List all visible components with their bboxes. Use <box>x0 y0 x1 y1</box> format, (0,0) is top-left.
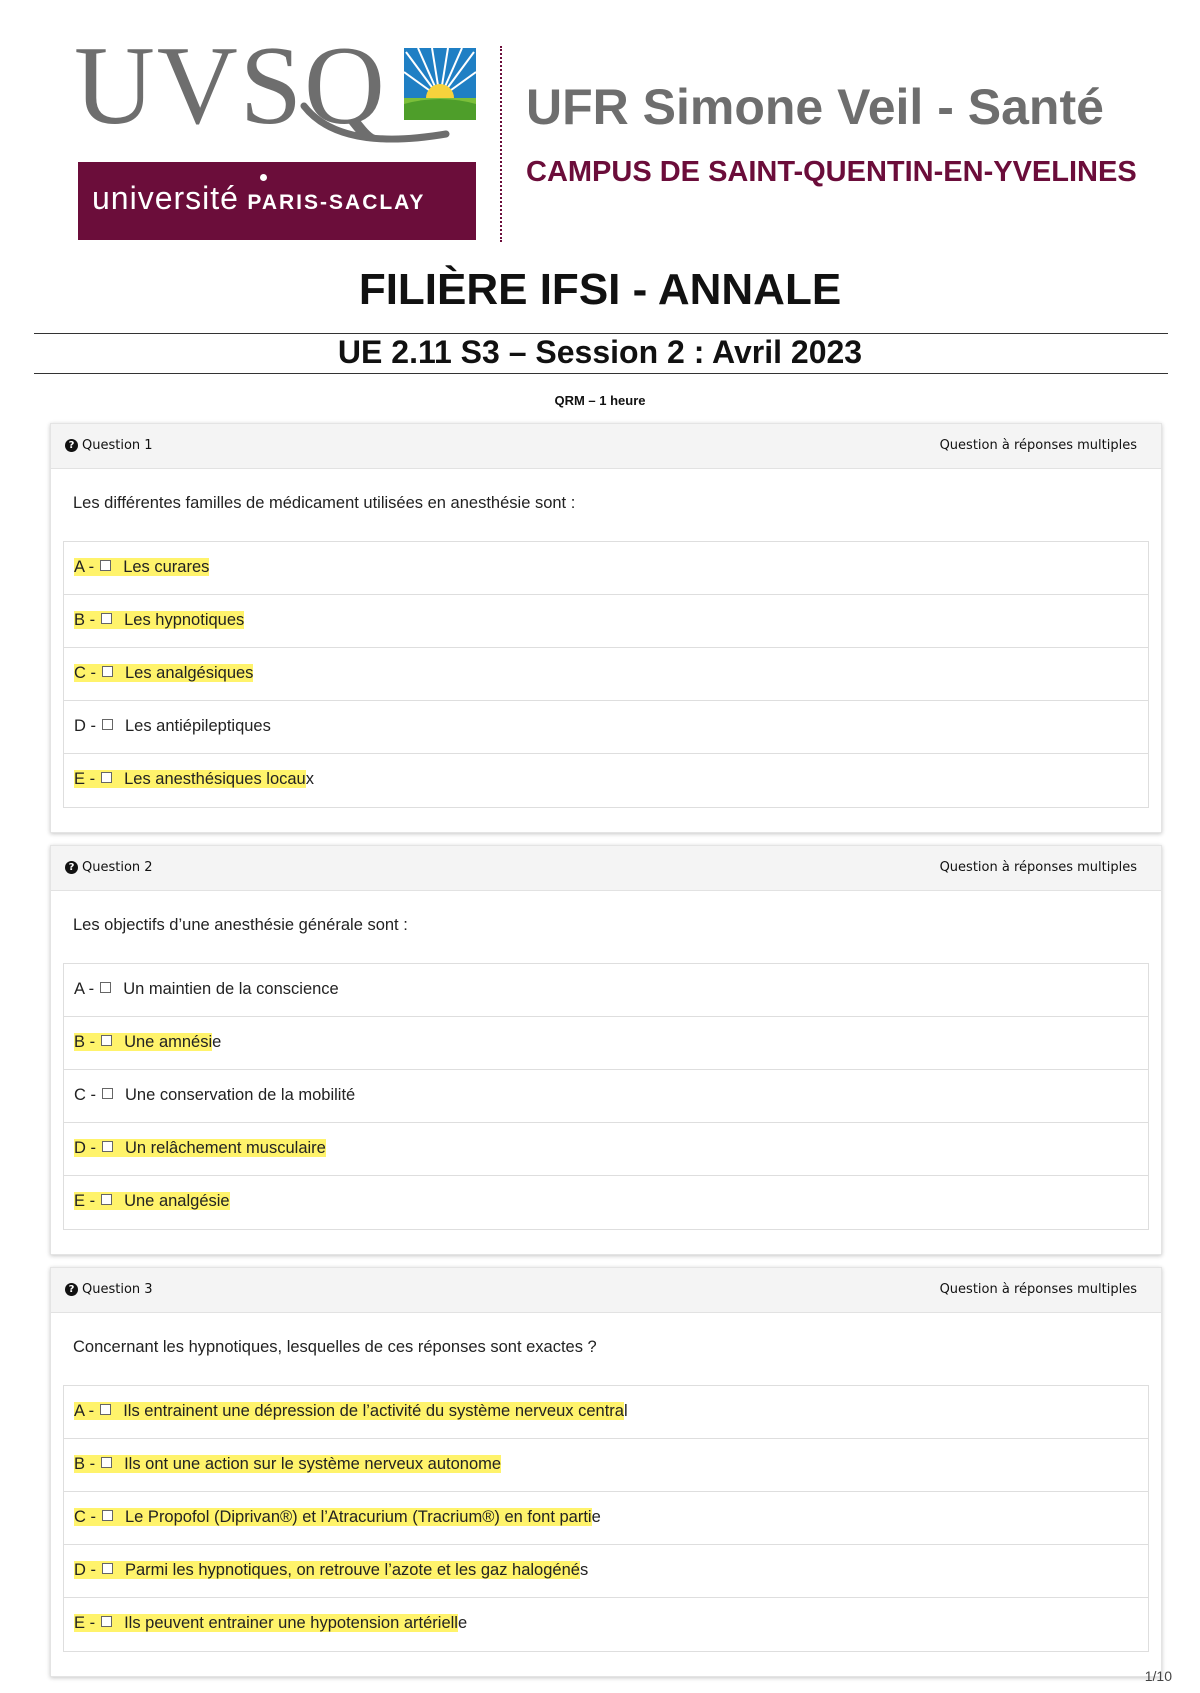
answer-option-c[interactable] <box>64 1492 1148 1545</box>
answer-option-e[interactable] <box>64 1176 1148 1229</box>
answer-list <box>63 541 1149 808</box>
answer-checkbox[interactable] <box>101 613 112 624</box>
question-number: Question 3 <box>82 1282 153 1297</box>
answer-checkbox[interactable] <box>101 1616 112 1627</box>
question-header <box>51 846 1161 891</box>
question-number: Question 2 <box>82 860 153 875</box>
answer-list <box>63 963 1149 1230</box>
answer-label: E - <box>74 1192 96 1210</box>
answer-label: E - <box>74 770 96 788</box>
question-text: Concernant les hypnotiques, lesquelles de ces réponses sont exactes ? <box>73 1338 597 1356</box>
page-title: FILIÈRE IFSI - ANNALE <box>358 265 842 314</box>
answer-option-d[interactable] <box>64 1123 1148 1176</box>
question-number: Question 1 <box>82 438 153 453</box>
question-panel <box>50 845 1162 1255</box>
header-divider <box>500 46 502 242</box>
question-header <box>51 424 1161 469</box>
answer-label: B - <box>74 1033 96 1051</box>
answer-text: Une conservation de la mobilité <box>125 1086 356 1104</box>
answer-label: D - <box>74 1561 96 1579</box>
answer-checkbox[interactable] <box>102 1563 113 1574</box>
question-type: Question à réponses multiples <box>939 438 1137 453</box>
answer-option-c[interactable] <box>64 648 1148 701</box>
question-panel <box>50 1267 1162 1677</box>
answer-text-highlighted: Les curares <box>123 558 210 576</box>
answer-text-highlighted: Une analgésie <box>124 1192 230 1210</box>
partner-univ-word: université <box>92 180 239 216</box>
answer-option-d[interactable] <box>64 701 1148 754</box>
answer-text-highlighted: Ils peuvent entrainer une hypotension artériell <box>124 1614 458 1632</box>
answer-text: e <box>457 1614 468 1632</box>
answer-option-a[interactable] <box>64 964 1148 1017</box>
question-type: Question à réponses multiples <box>939 860 1137 875</box>
campus-name: CAMPUS DE SAINT-QUENTIN-EN-YVELINES <box>526 156 1137 188</box>
answer-checkbox[interactable] <box>101 1457 112 1468</box>
answer-text-highlighted: Une amnési <box>124 1033 213 1051</box>
answer-text: Un maintien de la conscience <box>123 980 339 998</box>
answer-label: A - <box>74 980 95 998</box>
answer-option-e[interactable] <box>64 1598 1148 1651</box>
answer-checkbox[interactable] <box>100 982 111 993</box>
answer-text: x <box>305 770 314 788</box>
uvsq-logo-text: UVSQ <box>74 24 387 148</box>
answer-option-b[interactable] <box>64 1017 1148 1070</box>
answer-text-highlighted: Les analgésiques <box>125 664 254 682</box>
answer-label: C - <box>74 1508 96 1526</box>
answer-checkbox[interactable] <box>100 560 111 571</box>
question-mark-icon: ? <box>65 1283 78 1296</box>
answer-label: C - <box>74 1086 96 1104</box>
question-mark-icon: ? <box>65 861 78 874</box>
answer-option-a[interactable] <box>64 542 1148 595</box>
answer-label: C - <box>74 664 96 682</box>
answer-option-b[interactable] <box>64 1439 1148 1492</box>
title-rule-bottom <box>34 373 1168 374</box>
answer-label: A - <box>74 558 95 576</box>
answer-text: e <box>591 1508 601 1526</box>
answer-text-highlighted: Les hypnotiques <box>124 611 245 629</box>
answer-text-highlighted: Le Propofol (Diprivan®) et l’Atracurium (Tracrium®) en font parti <box>125 1508 592 1526</box>
answer-checkbox[interactable] <box>101 1035 112 1046</box>
answer-text: l <box>623 1402 628 1420</box>
answer-label: D - <box>74 1139 96 1157</box>
answer-text-highlighted: Un relâchement musculaire <box>125 1139 326 1157</box>
answer-checkbox[interactable] <box>102 666 113 677</box>
answer-option-d[interactable] <box>64 1545 1148 1598</box>
answer-text-highlighted: Ils entrainent une dépression de l’activité du système nerveux centra <box>123 1402 624 1420</box>
answer-checkbox[interactable] <box>101 772 112 783</box>
answer-option-a[interactable] <box>64 1386 1148 1439</box>
answer-text-highlighted: Ils ont une action sur le système nerveux autonome <box>124 1455 502 1473</box>
answer-checkbox[interactable] <box>102 1088 113 1099</box>
ufr-title: UFR Simone Veil - Santé <box>526 79 1104 135</box>
answer-label: B - <box>74 611 96 629</box>
answer-checkbox[interactable] <box>102 719 113 730</box>
answer-label: D - <box>74 717 96 735</box>
answer-text: e <box>212 1033 222 1051</box>
question-panel <box>50 423 1162 833</box>
question-header <box>51 1268 1161 1313</box>
answer-text-highlighted: Les anesthésiques locau <box>124 770 306 788</box>
page-number: 1/10 <box>1144 1668 1172 1684</box>
answer-list <box>63 1385 1149 1652</box>
answer-option-b[interactable] <box>64 595 1148 648</box>
exam-duration: QRM – 1 heure <box>554 393 646 408</box>
document-header <box>0 0 1200 250</box>
question-text: Les différentes familles de médicament utilisées en anesthésie sont : <box>73 494 576 512</box>
answer-text: Les antiépileptiques <box>125 717 271 735</box>
answer-label: E - <box>74 1614 96 1632</box>
answer-checkbox[interactable] <box>102 1510 113 1521</box>
sunrise-logo-icon <box>404 48 476 120</box>
answer-checkbox[interactable] <box>102 1141 113 1152</box>
question-mark-icon: ? <box>65 439 78 452</box>
question-type: Question à réponses multiples <box>939 1282 1137 1297</box>
answer-option-e[interactable] <box>64 754 1148 807</box>
answer-option-c[interactable] <box>64 1070 1148 1123</box>
paris-saclay-logo <box>78 162 476 240</box>
partner-name: PARIS-SACLAY <box>247 191 426 214</box>
answer-checkbox[interactable] <box>101 1194 112 1205</box>
answer-label: B - <box>74 1455 96 1473</box>
answer-text-highlighted: Parmi les hypnotiques, on retrouve l’azote et les gaz halogéné <box>125 1561 580 1579</box>
answer-checkbox[interactable] <box>100 1404 111 1415</box>
page-subtitle: UE 2.11 S3 – Session 2 : Avril 2023 <box>337 334 863 370</box>
question-text: Les objectifs d’une anesthésie générale sont : <box>73 916 408 934</box>
answer-text: s <box>579 1561 589 1579</box>
answer-label: A - <box>74 1402 95 1420</box>
